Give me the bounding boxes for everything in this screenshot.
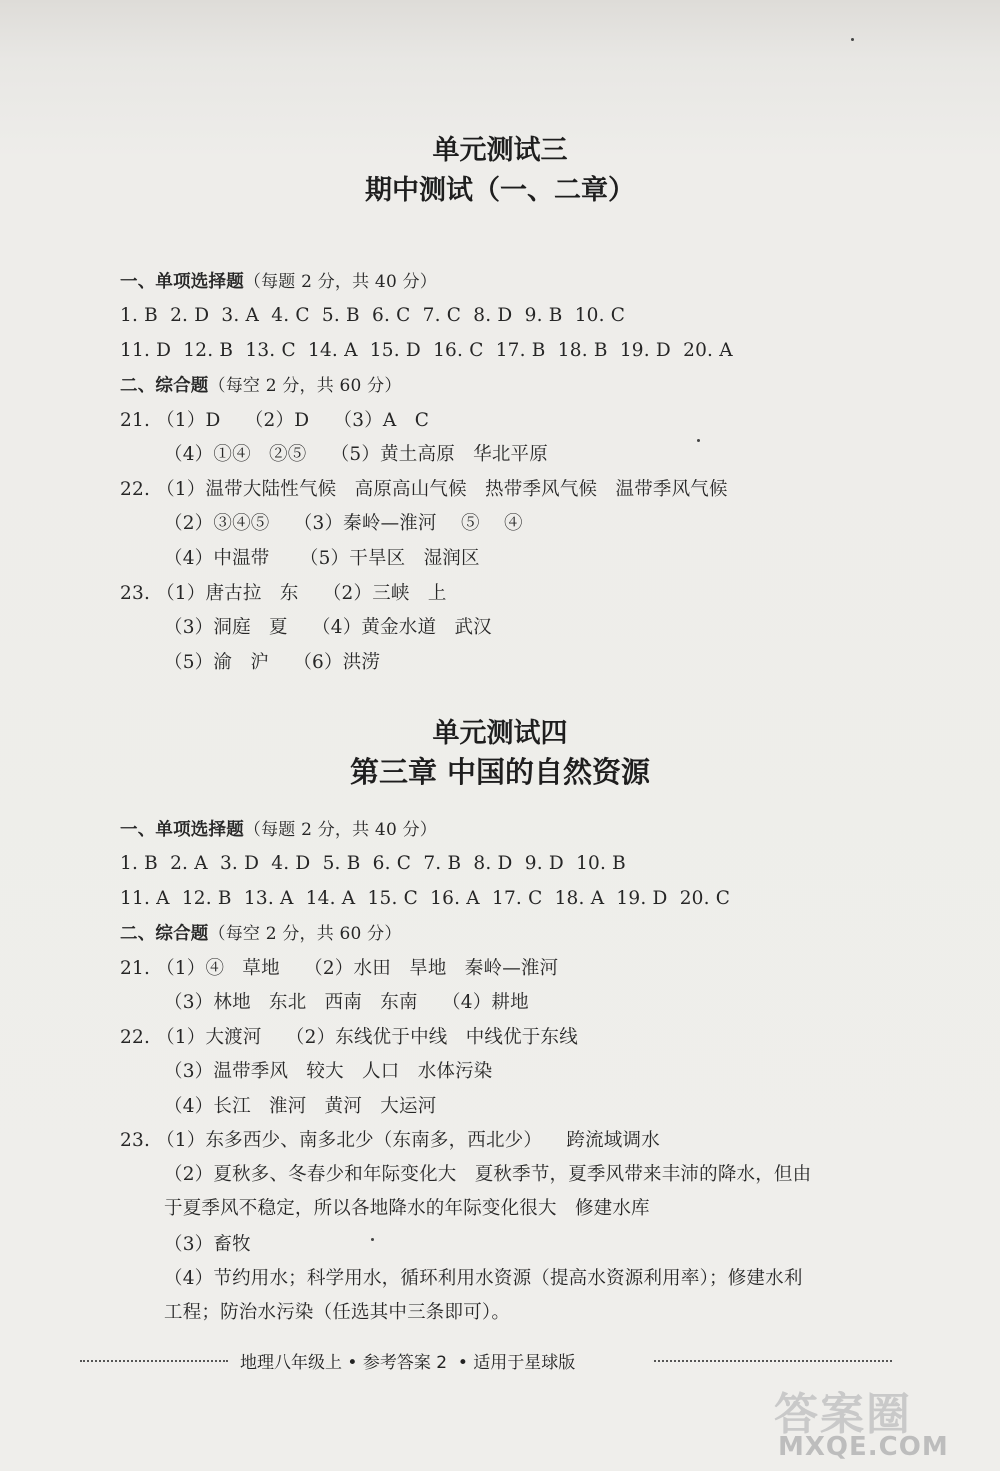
test3-subtitle: 期中测试（一、二章） [365,175,635,206]
test3-answer-line: 21. （1）D （2）D （3）A C [120,410,430,431]
test4-answer-line: （4）长江 淮河 黄河 大运河 [164,1096,437,1117]
section-note: （每题 2 分，共 40 分） [243,820,437,840]
test3-answer-line: （4）中温带 （5）干旱区 湿润区 [164,548,480,569]
scan-speck [851,38,854,41]
test3-answer-line: 22. （1）温带大陆性气候 高原高山气候 热带季风气候 温带季风气候 [120,479,728,500]
test4-answer-line: 21. （1）④ 草地 （2）水田 旱地 秦岭—淮河 [120,958,559,979]
section-title: 一、单项选择题 [120,820,244,840]
test4-section1-heading [120,818,437,842]
section-title: 一、单项选择题 [120,272,244,292]
test4-choice-answers-1: 1. B 2. A 3. D 4. D 5. B 6. C 7. B 8. D 9. D 10. B [120,853,626,874]
watermark-url: MXQE.COM [778,1432,949,1462]
test3-section2-heading [120,374,402,398]
test3-answer-line: 23. （1）唐古拉 东 （2）三峡 上 [120,583,447,604]
page-footer [80,1348,920,1374]
test4-section2-heading [120,922,402,946]
section-note: （每空 2 分，共 60 分） [208,376,402,396]
test4-answer-line: （4）节约用水；科学用水，循环利用水资源（提高水资源利用率）；修建水利 [164,1268,803,1289]
test4-answer-line: （3）畜牧 [164,1234,251,1255]
section-note: （每空 2 分，共 60 分） [208,924,402,944]
test3-section1-heading [120,270,437,294]
test4-answer-line: （2）夏秋多、冬春少和年际变化大 夏秋季节，夏季风带来丰沛的降水，但由 [164,1164,812,1185]
test4-answer-line: 于夏季风不稳定，所以各地降水的年际变化很大 修建水库 [164,1198,650,1219]
test4-answer-line: 22. （1）大渡河 （2）东线优于中线 中线优于东线 [120,1027,578,1048]
test3-answer-line: （4）①④ ②⑤ （5）黄土高原 华北平原 [164,444,548,465]
footer-text: 地理八年级上 • 参考答案 2 • 适用于星球版 [240,1353,576,1373]
test4-answer-line: （3）温带季风 较大 人口 水体污染 [164,1061,493,1082]
scan-speck [697,439,700,442]
section-title: 二、综合题 [120,376,209,396]
section-title: 二、综合题 [120,924,209,944]
test4-subtitle: 第三章 中国的自然资源 [349,755,651,789]
watermark-logo [770,1378,990,1466]
test4-choice-answers-2: 11. A 12. B 13. A 14. A 15. C 16. A 17. C 18. A 19. D 20. C [120,888,731,909]
watermark-text: 答案圈 [774,1389,912,1440]
test3-choice-answers-2: 11. D 12. B 13. C 14. A 15. D 16. C 17. B 18. B 19. D 20. A [120,340,733,361]
test4-answer-line: 工程；防治水污染（任选其中三条即可）。 [164,1302,511,1323]
test3-answer-line: （5）渝 沪 （6）洪涝 [164,652,381,673]
section-note: （每题 2 分，共 40 分） [243,272,437,292]
test3-title: 单元测试三 [432,135,568,166]
test3-answer-line: （2）③④⑤ （3）秦岭—淮河 ⑤ ④ [164,513,523,534]
test3-answer-line: （3）洞庭 夏 （4）黄金水道 武汉 [164,617,492,638]
test4-answer-line: 23. （1）东多西少、南多北少（东南多，西北少） 跨流域调水 [120,1130,660,1151]
test4-answer-line: （3）林地 东北 西南 东南 （4）耕地 [164,992,529,1013]
footer-divider-left [80,1360,228,1362]
test3-choice-answers-1: 1. B 2. D 3. A 4. C 5. B 6. C 7. C 8. D 9. B 10. C [120,305,626,326]
test4-title: 单元测试四 [432,718,568,749]
footer-divider-right [654,1360,892,1362]
scan-speck [371,1238,374,1241]
